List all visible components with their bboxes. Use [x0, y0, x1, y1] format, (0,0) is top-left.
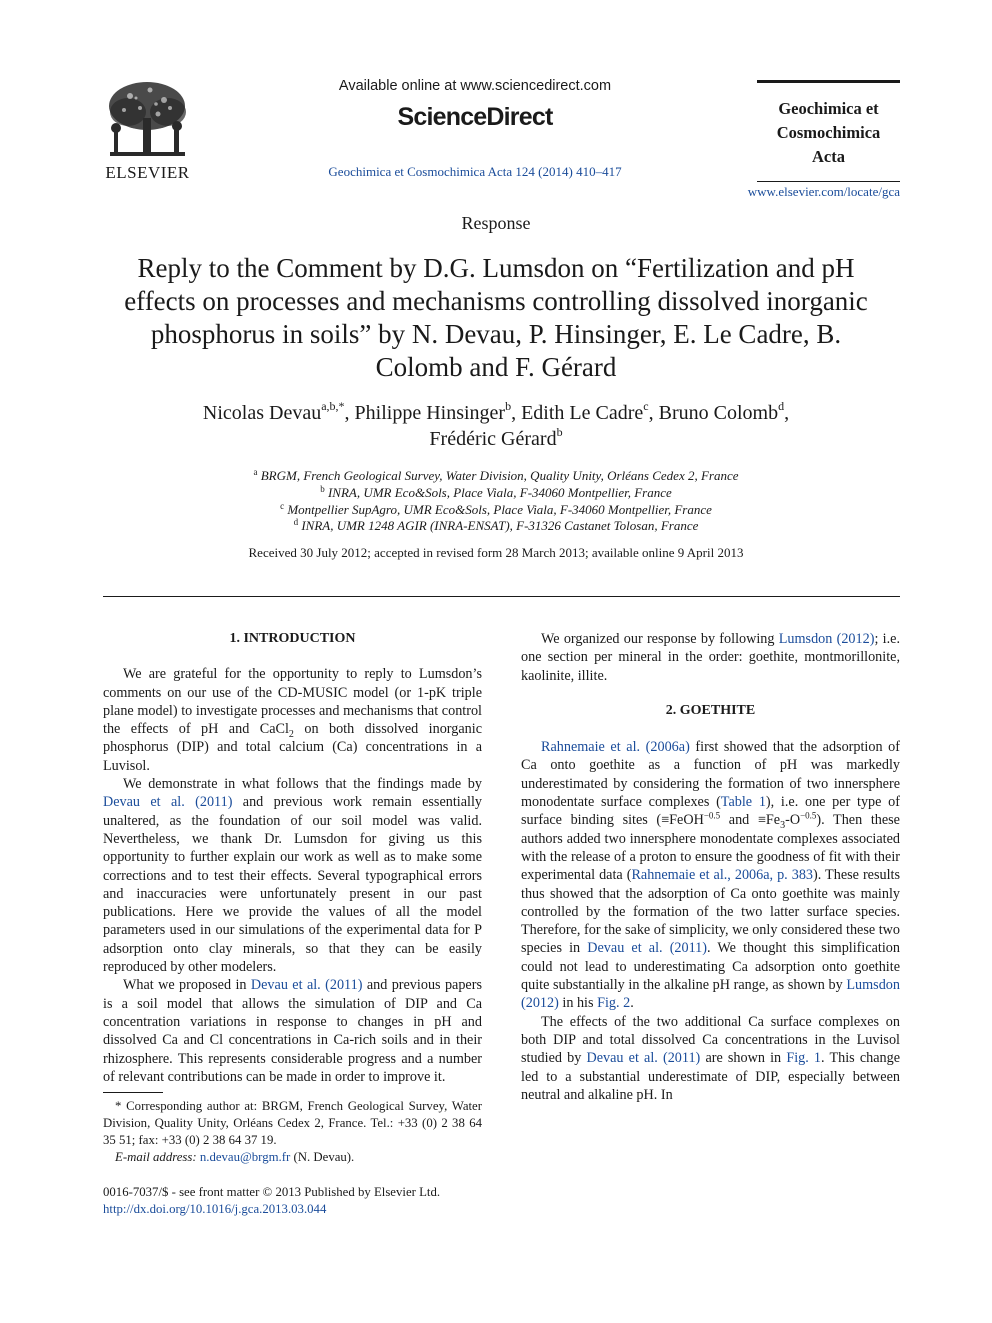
- journal-masthead: [757, 80, 900, 182]
- paragraph: [521, 1013, 900, 1104]
- doi-link[interactable]: http://dx.doi.org/10.1016/j.gca.2013.03.044: [103, 1202, 327, 1216]
- paragraph: [103, 976, 482, 1086]
- text-run: Corresponding author at: BRGM, French Geological Survey, Water Division, Quality Unity, Orléans Cedex 2, France. Tel.: +33 (0) 2 38 64 35 51; fax: +33 (0) 2 38 64 37 19.: [103, 1099, 482, 1147]
- header-divider: [103, 596, 900, 597]
- email-link[interactable]: n.devau@brgm.fr: [199, 1150, 291, 1164]
- text-run: We organized our response by following: [541, 631, 779, 647]
- article-dates: Received 30 July 2012; accepted in revised form 28 March 2013; available online 9 April 2013: [248, 545, 744, 560]
- text-run: (N. Devau).: [290, 1150, 355, 1164]
- journal-title-line: Geochimica et: [778, 99, 879, 118]
- journal-title-line: Acta: [812, 147, 845, 166]
- affiliation-key: c: [280, 500, 285, 511]
- superscript: −0.5: [800, 810, 817, 821]
- section-heading-introduction: 1. INTRODUCTION: [229, 631, 356, 646]
- text-run: in his: [558, 995, 598, 1012]
- author-affiliation-mark[interactable]: b: [556, 425, 563, 439]
- right-column: [521, 630, 900, 1104]
- text-run: .: [630, 995, 634, 1012]
- author-affiliation-mark[interactable]: a,b,*: [321, 399, 345, 413]
- author-name[interactable]: Edith Le Cadre: [521, 402, 644, 424]
- affiliation: [110, 518, 882, 535]
- author-name[interactable]: Nicolas Devau: [202, 402, 322, 424]
- text-run: and previous papers is a soil model that allows the simulation of DIP and Ca concentration variations in response to changes in pH and dissolved Ca and Cl concentrations in Ca-rich soils and in their rhizosphere. This represents considerable progress and a number of relevant contributions can be made in order to improve it.: [103, 977, 482, 1085]
- citation-link[interactable]: Rahnemaie et al., 2006a, p. 383: [631, 867, 814, 884]
- footnote-email: [103, 1149, 482, 1166]
- paragraph: [103, 665, 482, 775]
- article-type: Response: [461, 213, 531, 233]
- journal-title-line: Cosmochimica: [776, 123, 881, 142]
- affiliation-key: d: [293, 517, 299, 528]
- affiliation-text: BRGM, French Geological Survey, Water Division, Quality Unity, Orléans Cedex 2, France: [260, 468, 739, 483]
- email-label: E-mail address:: [115, 1150, 197, 1164]
- left-column: [103, 630, 482, 1086]
- text-run: and previous work remain essentially unaltered, as the foundation of our soil model was valid. Nevertheless, we thank Dr. Lumsdon for giving us this opportunity to further explain our work as well as to make some corrections and to test their effects. Several typographical errors and inaccuracies were unfortunately present in our past publications. Here we provide the values of all the model parameters used in our simulations of the experimental data for P adsorption onto clay minerals, so that they can be easily reproduced by other modelers.: [103, 794, 482, 976]
- footnote-mark: *: [115, 1099, 122, 1113]
- table-link[interactable]: Table 1: [720, 794, 766, 811]
- subscript: 3: [780, 820, 786, 832]
- journal-title: [757, 97, 900, 169]
- page-footer: [103, 1184, 503, 1218]
- affiliation-list: [110, 468, 882, 535]
- corresponding-author-footnote: [103, 1098, 482, 1166]
- citation-link[interactable]: Rahnemaie et al. (2006a): [541, 739, 690, 756]
- paragraph: [521, 630, 900, 685]
- text-run: are shown in: [700, 1050, 787, 1067]
- affiliation: [110, 485, 882, 502]
- author-name[interactable]: Philippe Hinsinger: [354, 402, 506, 424]
- affiliation-text: Montpellier SupAgro, UMR Eco&Sols, Place Viala, F-34060 Montpellier, France: [287, 501, 712, 517]
- citation-link[interactable]: Devau et al. (2011): [586, 1050, 701, 1067]
- text-run: on both dissolved inorganic phosphorus (DIP) and total calcium (Ca) concentrations in a Luvisol.: [103, 721, 482, 774]
- text-run: . We thought this simplification could not lead to underestimating Ca adsorption onto goethite quite substantially in the alkaline pH range, as shown by: [521, 940, 900, 994]
- figure-link[interactable]: Fig. 1: [786, 1050, 822, 1067]
- text-run: ). These results thus showed that the adsorption of Ca onto goethite was mainly controlled by the formation of the two latter surface species. Therefore, for the sake of simplicity, we only considered these two species in: [521, 867, 900, 957]
- text-run: -O: [785, 812, 801, 829]
- affiliation: [110, 502, 882, 519]
- text-run: The effects of the two additional Ca surface complexes on both DIP and total dissolved Ca concentrations in the Luvisol studied by: [521, 1013, 900, 1067]
- sciencedirect-logo: ScienceDirect: [397, 103, 553, 131]
- text-run: What we proposed in: [123, 977, 251, 994]
- text-run: We demonstrate in what follows that the findings made by: [123, 776, 482, 793]
- affiliation-text: INRA, UMR 1248 AGIR (INRA-ENSAT), F-31326 Castanet Tolosan, France: [301, 518, 699, 534]
- subscript: 2: [288, 729, 294, 741]
- issn-copyright: 0016-7037/$ - see front matter © 2013 Published by Elsevier Ltd.: [103, 1185, 441, 1199]
- paragraph: [103, 775, 482, 976]
- figure-link[interactable]: Fig. 2: [597, 995, 631, 1012]
- journal-citation-link[interactable]: Geochimica et Cosmochimica Acta 124 (2014) 410–417: [328, 164, 622, 179]
- affiliation: [110, 468, 882, 485]
- paragraph: [521, 738, 900, 1012]
- affiliation-key: b: [320, 483, 325, 494]
- author-affiliation-mark[interactable]: b: [505, 399, 512, 413]
- author-name[interactable]: Frédéric Gérard: [429, 428, 557, 450]
- text-run: ), i.e. one per type of surface binding sites (≡FeOH: [521, 794, 900, 829]
- affiliation-key: a: [253, 467, 258, 477]
- footnote-text: [103, 1098, 482, 1149]
- author-list: Nicolas Devau$^{a,b,*}$, Philippe Hinsinger$^b$, Edith Le Cadre$^c$, Bruno Colomb$^d$, Frédéric Gérard$^b$: [202, 399, 790, 450]
- citation-link[interactable]: Devau et al. (2011): [250, 977, 363, 994]
- available-online-text: Available online at www.sciencedirect.com: [338, 78, 612, 94]
- citation-link[interactable]: Devau et al. (2011): [103, 794, 233, 811]
- text-run: ; i.e. one section per mineral in the order: goethite, montmorillonite, kaolinite, illite.: [521, 631, 900, 684]
- section-heading-goethite: 2. GOETHITE: [665, 702, 756, 718]
- affiliation-text: INRA, UMR Eco&Sols, Place Viala, F-34060 Montpellier, France: [327, 484, 672, 500]
- journal-homepage-link[interactable]: www.elsevier.com/locate/gca: [747, 184, 900, 199]
- text-run: . This change led to a substantial underestimate of DIP, especially between neutral and alkaline pH. In: [521, 1050, 901, 1103]
- superscript: −0.5: [703, 810, 721, 821]
- text-run: and ≡Fe: [720, 812, 781, 829]
- text-run: first showed that the adsorption of Ca onto goethite as a function of pH was markedly underestimated by considering the formation of two innersphere monodentate surface complexes (: [521, 739, 900, 811]
- author-affiliation-mark[interactable]: c: [643, 399, 649, 413]
- tree-logo-icon: [100, 78, 195, 164]
- text-run: ). Then these authors added two innersphere monodentate complexes associated with the release of a proton to ensure the goodness of fit with their experimental data (: [521, 812, 900, 884]
- footnote-divider: [103, 1092, 163, 1093]
- citation-link[interactable]: Lumsdon (2012): [521, 977, 900, 1012]
- citation-link[interactable]: Devau et al. (2011): [587, 940, 707, 957]
- article-title: Reply to the Comment by D.G. Lumsdon on “Fertilization and pH effects on processes and mechanisms controlling dissolved inorganic phosphorus in soils” by N. Devau, P. Hinsinger, E. Le Cadre, B. Colomb and F. Gérard: [124, 253, 868, 382]
- author-name[interactable]: Bruno Colomb: [658, 402, 779, 424]
- text-run: We are grateful for the opportunity to reply to Lumsdon’s comments on our use of the CD-MUSIC model (or 1-pK triple plane model) to investigate processes and mechanisms that control the effects of pH and CaCl: [103, 666, 482, 738]
- citation-link[interactable]: Lumsdon (2012): [778, 631, 875, 647]
- author-affiliation-mark[interactable]: d: [778, 399, 785, 413]
- publisher-name: ELSEVIER: [105, 163, 190, 182]
